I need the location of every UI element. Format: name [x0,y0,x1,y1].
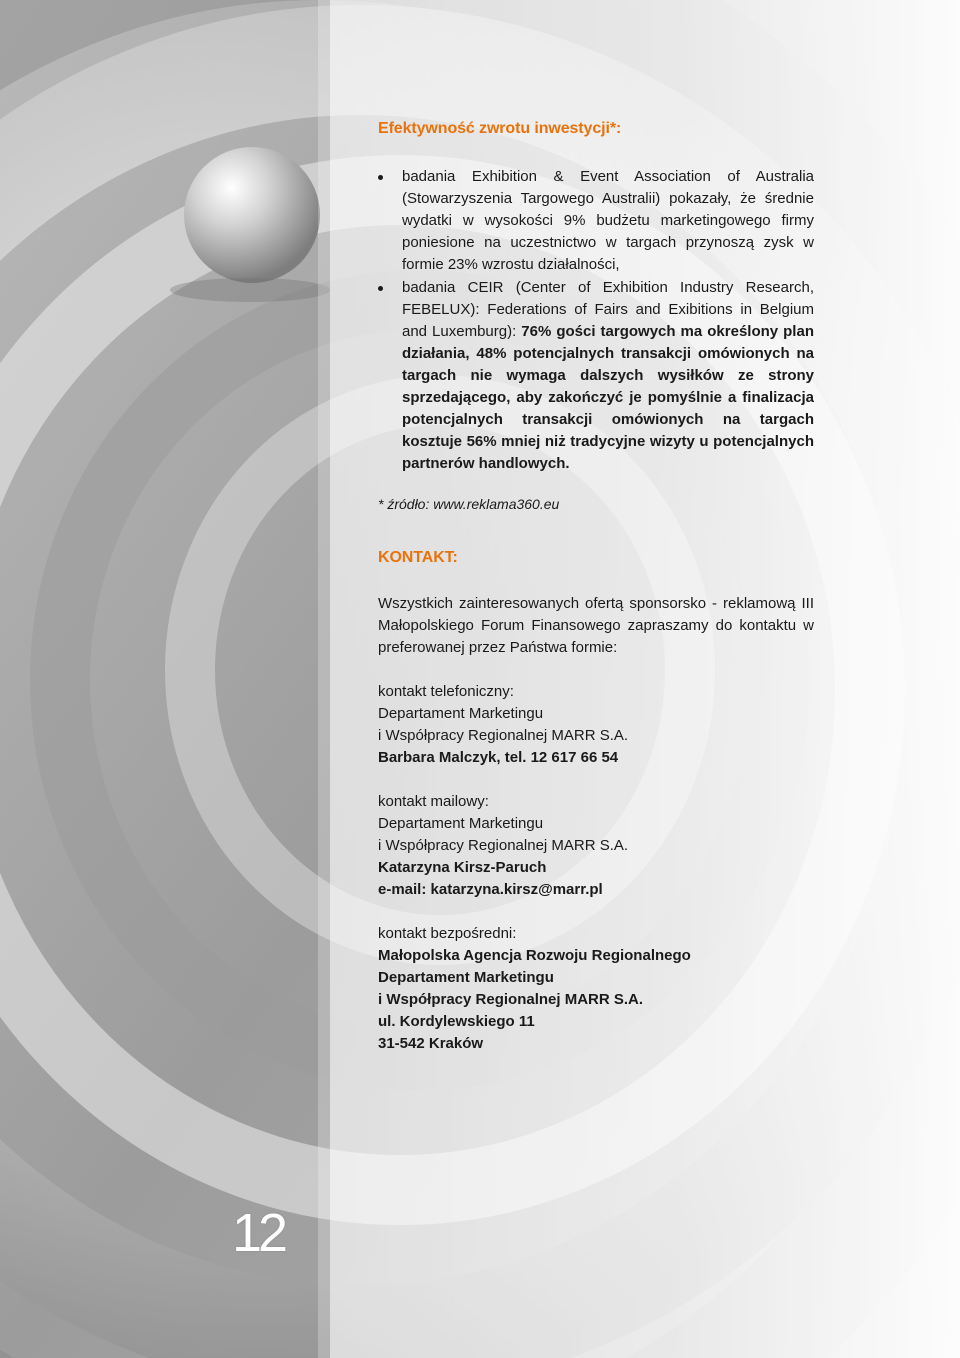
direct-org: Małopolska Agencja Rozwoju Regionalnego [378,947,691,964]
mail-label: kontakt mailowy: [378,793,489,810]
bullet-bold-text: 76% gości targowych ma określony plan działania, 48% potencjalnych transakcji omówionych na targach nie wymaga dalszych wysiłków ze strony sprzedającego, aby zakończyć je pomyślnie a finalizacja potencjalnych transakcji omówionych na targach kosztuje 56% mniej niż tradycyjne wizyty u potencjalnych partnerów handlowych. [402,323,814,472]
source-note: * źródło: www.reklama360.eu [378,496,560,512]
direct-dept: Departament Marketingu [378,969,554,986]
list-item [378,277,814,475]
direct-dept2: i Współpracy Regionalnej MARR S.A. [378,991,644,1008]
phone-label: kontakt telefoniczny: [378,683,514,700]
phone-contact-block [378,681,814,769]
mail-email-link[interactable]: e-mail: katarzyna.kirsz@marr.pl [378,881,603,898]
page-number: 12 [232,1203,285,1263]
phone-person: Barbara Malczyk, tel. 12 617 66 54 [378,749,619,766]
content-column [378,118,814,1077]
mail-person: Katarzyna Kirsz-Paruch [378,859,547,876]
kontakt-intro: Wszystkich zainteresowanych ofertą sponsorsko - reklamową III Małopolskiego Forum Finansowego zapraszamy do kontaktu w preferowanej przez Państwa formie: [378,595,814,656]
mail-dept: Departament Marketingu [378,815,544,832]
direct-contact-block [378,923,814,1055]
list-item [378,166,814,276]
roi-bullet-list [378,166,814,475]
mail-dept2: i Współpracy Regionalnej MARR S.A. [378,837,629,854]
direct-label: kontakt bezpośredni: [378,925,517,942]
direct-street: ul. Kordylewskiego 11 [378,1013,535,1030]
bullet-text: badania Exhibition & Event Association of Australia (Stowarzyszenia Targowego Australii) pokazały, że średnie wydatki w wysokości 9% budżetu marketingowego firmy poniesione na uczestnictwo w targach przynoszą zysk w formie 23% wzrostu działalności, [402,168,814,273]
bullet-text: badania CEIR (Center of Exhibition Industry Research, FEBELUX): Federations of Fairs and Exibitions in Belgium and Luxemburg): [402,279,814,340]
mail-contact-block [378,791,814,901]
kontakt-heading: KONTAKT: [378,549,458,566]
phone-dept: Departament Marketingu [378,705,544,722]
direct-city: 31-542 Kraków [378,1035,484,1052]
phone-dept2: i Współpracy Regionalnej MARR S.A. [378,727,629,744]
roi-heading: Efektywność zwrotu inwestycji*: [378,120,622,137]
